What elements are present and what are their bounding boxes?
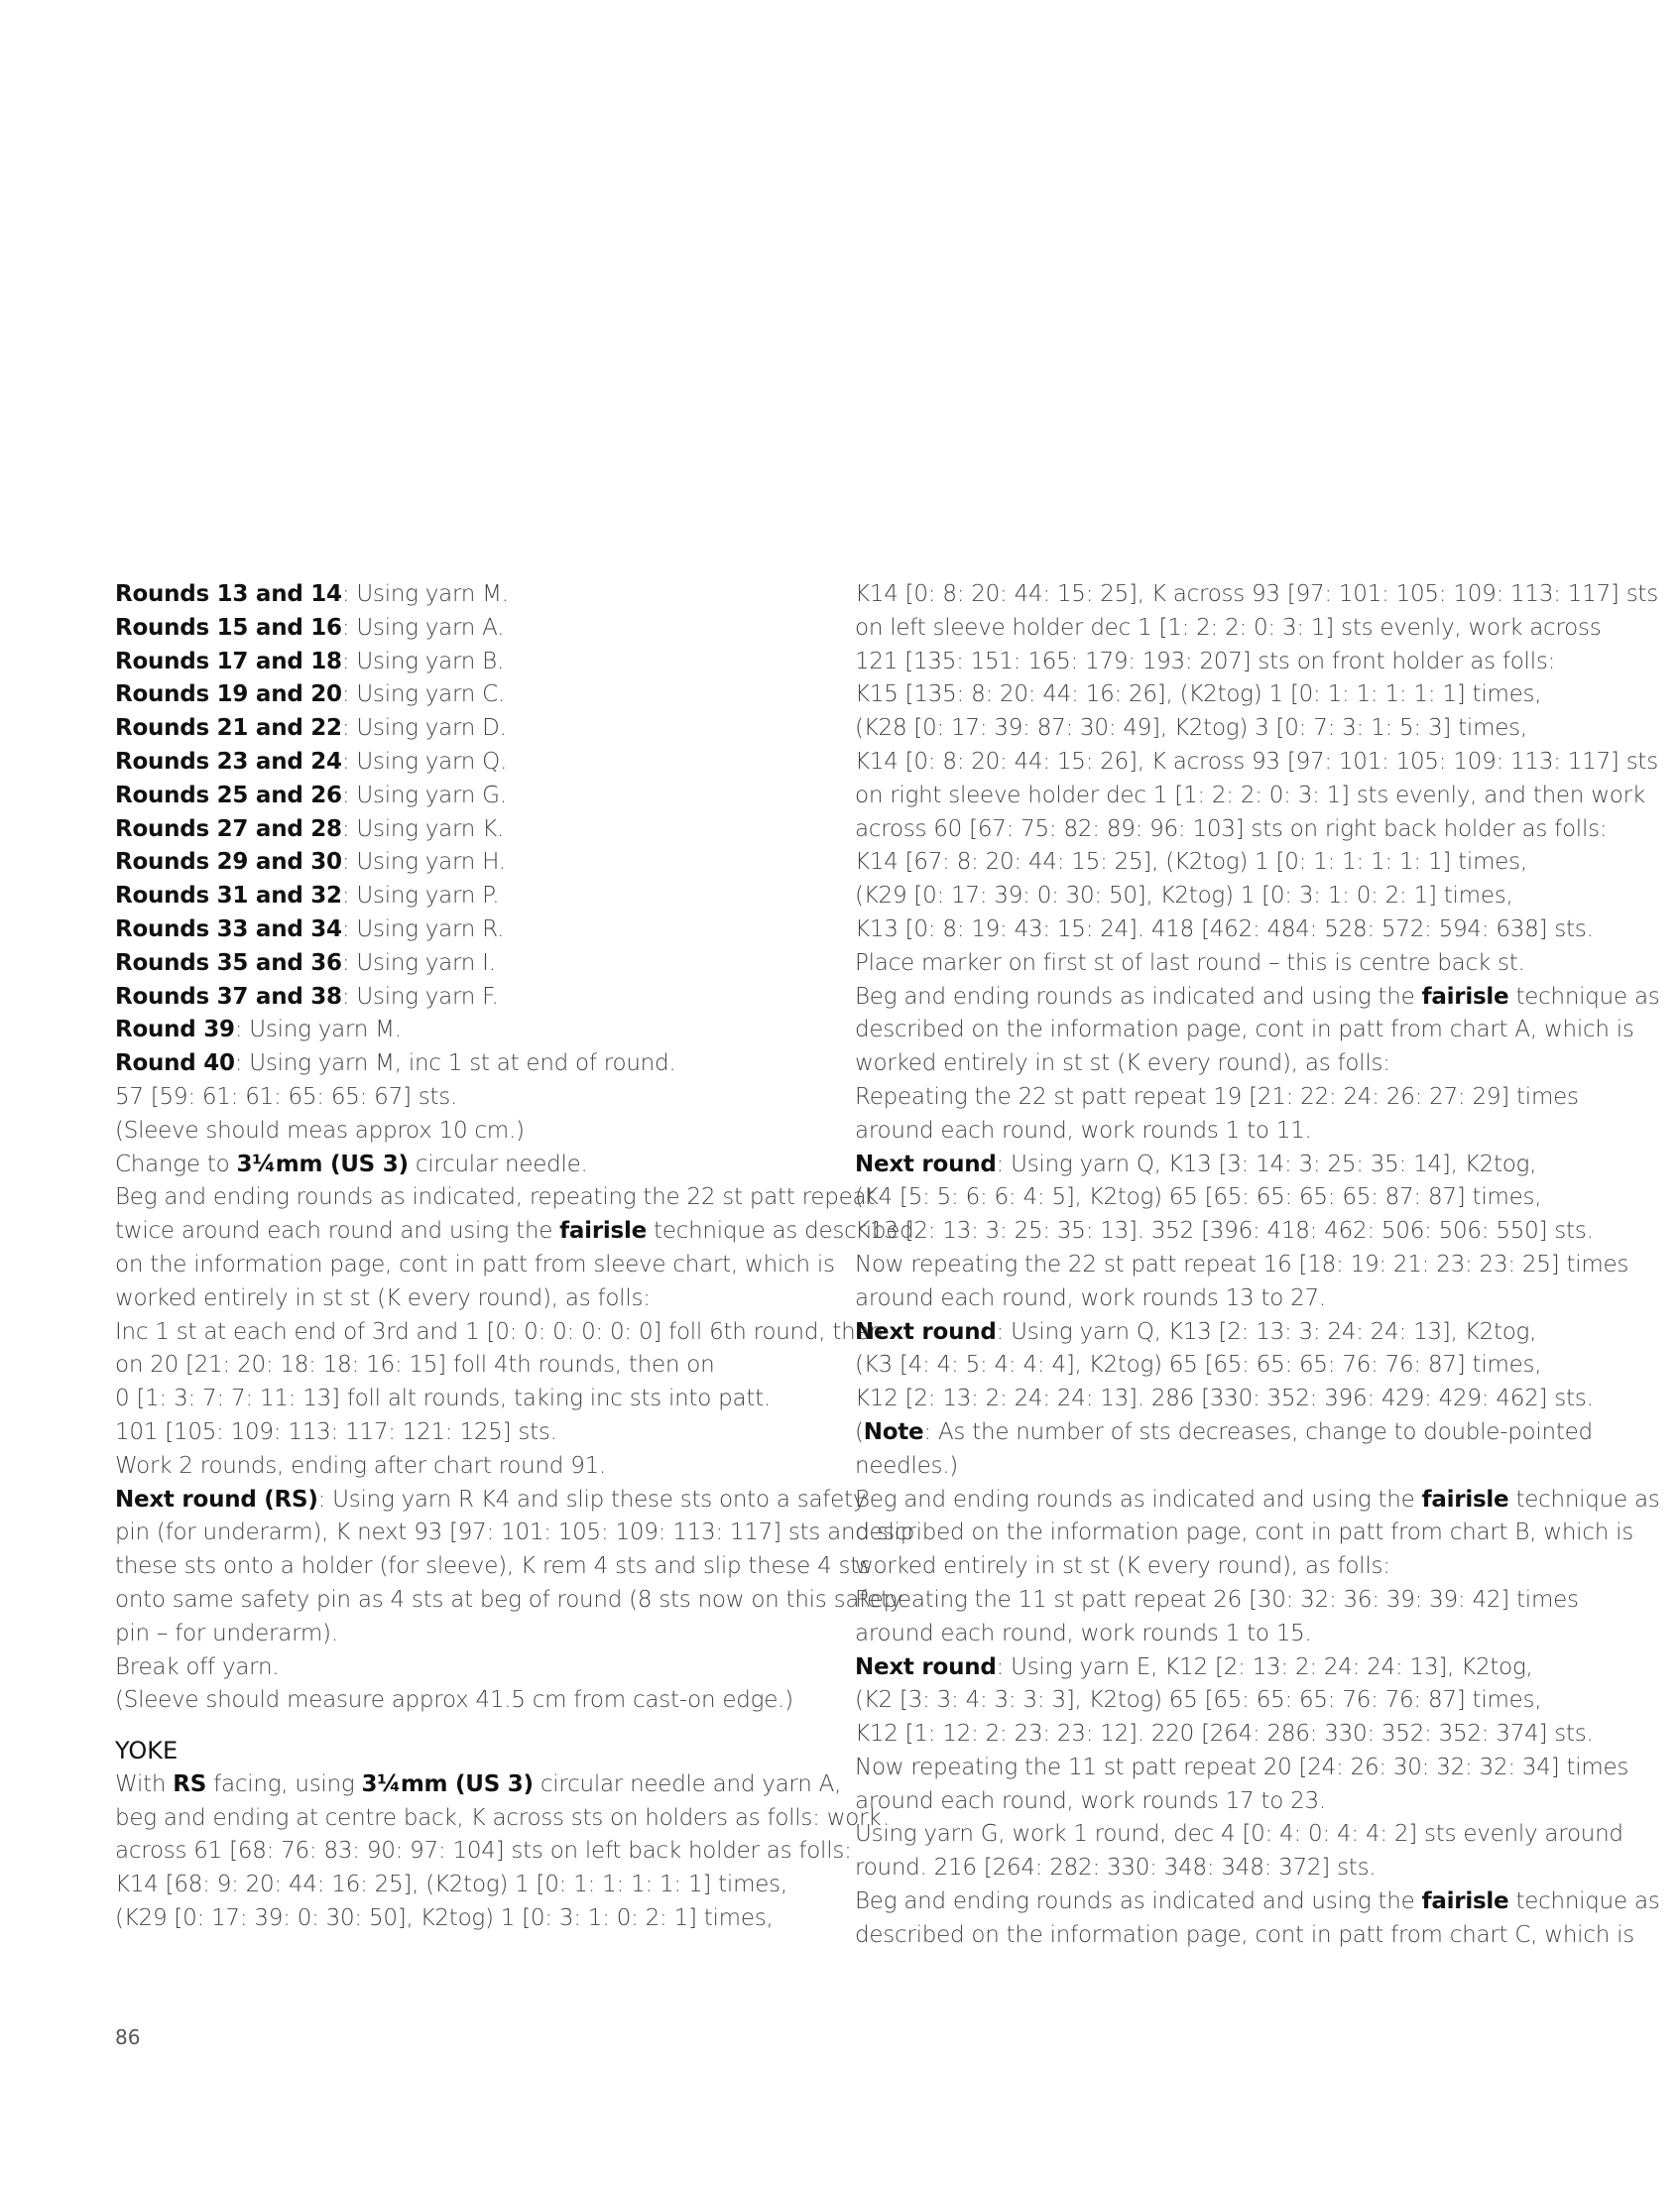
line-text: pin – for underarm). (115, 1620, 338, 1646)
pattern-line (855, 813, 1608, 847)
line-text: K14 [68: 9: 20: 44: 16: 25], (K2tog) 1 [0: 1: 1: 1: 1: 1] times, (115, 1872, 787, 1898)
pattern-line (115, 1081, 819, 1115)
pattern-line (115, 1835, 852, 1869)
line-text: : Using yarn K. (341, 815, 505, 842)
pattern-line (115, 1802, 882, 1836)
pattern-line (855, 1584, 1579, 1618)
bold-term: fairisle (1421, 1486, 1509, 1513)
line-text: technique as (1508, 1888, 1660, 1915)
pattern-line (855, 1047, 1569, 1081)
pattern-line (855, 1349, 1569, 1383)
line-text: K14 [67: 8: 20: 44: 15: 25], (K2tog) 1 [0: 1: 1: 1: 1: 1] times, (855, 849, 1527, 876)
line-text: : Using yarn C. (341, 681, 506, 708)
pattern-line (115, 913, 819, 947)
bold-term: Next round (855, 1318, 997, 1345)
section-heading: YOKE (115, 1737, 179, 1765)
pattern-line (115, 1416, 819, 1450)
pattern-line (855, 1919, 1634, 1953)
bold-term: Rounds 25 and 26 (115, 782, 342, 808)
bold-term: Rounds 15 and 16 (115, 614, 342, 641)
pattern-line (115, 1768, 842, 1802)
pattern-line (115, 846, 819, 880)
line-text: described on the information page, cont in patt from chart A, which is (855, 1017, 1634, 1043)
line-text: (K3 [4: 4: 5: 4: 4: 4], K2tog) 65 [65: 65: 65: 76: 76: 87] times, (855, 1352, 1542, 1379)
pattern-line (115, 612, 819, 646)
line-text: With (115, 1770, 174, 1797)
line-text: across 61 [68: 76: 83: 90: 97: 104] sts on left back holder as folls: (115, 1838, 852, 1865)
line-text: worked entirely in st st (K every round), as folls: (855, 1553, 1390, 1580)
pattern-line (855, 1181, 1569, 1215)
right-column (855, 578, 1660, 1953)
pattern-line (855, 1818, 1623, 1852)
line-text: (K28 [0: 17: 39: 87: 30: 49], K2tog) 3 [0: 7: 3: 1: 5: 3] times, (855, 715, 1527, 742)
line-text: around each round, work rounds 13 to 27. (855, 1284, 1326, 1311)
pattern-line (855, 1885, 1660, 1919)
line-text: Repeating the 22 st patt repeat 19 [21: 22: 24: 26: 27: 29] times (855, 1083, 1579, 1110)
pattern-line (855, 981, 1660, 1015)
pattern-line (115, 1149, 819, 1182)
pattern-line (115, 1450, 819, 1484)
pattern-line (115, 1115, 819, 1149)
line-text: : Using yarn M, inc 1 st at end of round. (234, 1050, 676, 1077)
line-text: Repeating the 11 st patt repeat 26 [30: 32: 36: 39: 39: 42] times (855, 1586, 1579, 1613)
line-text: : Using yarn I. (341, 949, 496, 976)
bold-term: Rounds 31 and 32 (115, 883, 342, 910)
pattern-line (115, 1618, 819, 1651)
line-text: needles.) (855, 1452, 959, 1479)
line-text: : Using yarn M. (341, 581, 509, 607)
line-text: twice around each round and using the (115, 1218, 560, 1245)
line-text: : Using yarn E, K12 [2: 13: 2: 24: 24: 13], K2tog, (996, 1653, 1533, 1680)
pattern-line (855, 880, 1569, 913)
line-text: K14 [0: 8: 20: 44: 15: 25], K across 93 [97: 101: 105: 109: 113: 117] sts (855, 581, 1658, 607)
line-text: : Using yarn P. (341, 883, 500, 910)
pattern-line (115, 1383, 819, 1416)
line-text: : Using yarn M. (234, 1017, 402, 1043)
line-text: on the information page, cont in patt from sleeve chart, which is (115, 1251, 835, 1277)
pattern-line (115, 981, 819, 1015)
pattern-line (115, 1282, 819, 1316)
line-text: Break off yarn. (115, 1653, 280, 1680)
bold-term: Next round (855, 1653, 997, 1680)
pattern-line (115, 1249, 835, 1282)
line-text: (Sleeve should meas approx 10 cm.) (115, 1117, 525, 1144)
pattern-line (115, 1349, 819, 1383)
pattern-line (855, 1618, 1569, 1651)
bold-term: Rounds 13 and 14 (115, 581, 342, 607)
pattern-line (855, 1215, 1594, 1249)
line-text: Now repeating the 22 st patt repeat 16 [18: 19: 21: 23: 23: 25] times (855, 1251, 1629, 1277)
bold-term: Rounds 37 and 38 (115, 983, 342, 1010)
line-text: technique as (1508, 983, 1660, 1010)
pattern-line (115, 1014, 819, 1047)
line-text: worked entirely in st st (K every round), as folls: (115, 1284, 651, 1311)
pattern-line (115, 578, 819, 612)
line-text: : As the number of sts decreases, change to double-pointed (923, 1418, 1593, 1445)
line-text: Inc 1 st at each end of 3rd and 1 [0: 0: 0: 0: 0: 0] foll 6th round, then (115, 1318, 884, 1345)
line-text: ( (855, 1418, 864, 1445)
line-text: onto same safety pin as 4 sts at beg of round (8 sts now on this safety (115, 1586, 903, 1613)
line-text: facing, using (206, 1770, 362, 1797)
line-text: : Using yarn F. (341, 983, 499, 1010)
pattern-line (855, 746, 1658, 780)
bold-term: 3¼mm (US 3) (361, 1770, 534, 1797)
line-text: : Using yarn Q, K13 [2: 13: 3: 24: 24: 13], K2tog, (996, 1318, 1537, 1345)
pattern-line (115, 712, 819, 746)
bold-term: Rounds 33 and 34 (115, 915, 342, 942)
pattern-line (855, 1550, 1569, 1584)
line-text: technique as described (646, 1218, 914, 1245)
pattern-line (855, 612, 1602, 646)
line-text: pin (for underarm), K next 93 [97: 101: 105: 109: 113: 117] sts and slip (115, 1519, 915, 1546)
pattern-line (115, 780, 819, 813)
bold-term: Round 39 (115, 1017, 235, 1043)
bold-term: 3¼mm (US 3) (236, 1151, 409, 1177)
pattern-line (855, 1416, 1593, 1450)
bold-term: Rounds 27 and 28 (115, 815, 342, 842)
pattern-line (855, 1115, 1569, 1149)
pattern-line (855, 1282, 1569, 1316)
pattern-line (855, 1081, 1579, 1115)
pattern-line (855, 1785, 1569, 1819)
pattern-line (855, 1852, 1569, 1885)
line-text: K13 [0: 8: 19: 43: 15: 24]. 418 [462: 484: 528: 572: 594: 638] sts. (855, 915, 1594, 942)
pattern-line (855, 1651, 1569, 1685)
line-text: (K2 [3: 3: 4: 3: 3: 3], K2tog) 65 [65: 65: 65: 76: 76: 87] times, (855, 1687, 1542, 1714)
pattern-line (855, 913, 1594, 947)
line-text: 101 [105: 109: 113: 117: 121: 125] sts. (115, 1418, 557, 1445)
pattern-line (855, 578, 1658, 612)
bold-term: Next round (855, 1151, 997, 1177)
line-text: on right sleeve holder dec 1 [1: 2: 2: 0: 3: 1] sts evenly, and then work (855, 782, 1645, 808)
bold-term: Rounds 21 and 22 (115, 715, 342, 742)
line-text: technique as (1508, 1486, 1660, 1513)
line-text: K13 [2: 13: 3: 25: 35: 13]. 352 [396: 418: 462: 506: 506: 550] sts. (855, 1218, 1594, 1245)
line-text: round. 216 [264: 282: 330: 348: 348: 372] sts. (855, 1855, 1377, 1882)
bold-term: Next round (RS) (115, 1486, 318, 1513)
line-text: : Using yarn A. (341, 614, 505, 641)
pattern-line (115, 813, 819, 847)
pattern-line (115, 1484, 867, 1518)
pattern-line (115, 1651, 819, 1685)
bold-term: Rounds 19 and 20 (115, 681, 342, 708)
pattern-line (115, 1684, 819, 1718)
bold-term: RS (173, 1770, 207, 1797)
bold-term: Rounds 35 and 36 (115, 949, 342, 976)
line-text: circular needle and yarn A, (533, 1770, 842, 1797)
pattern-line (855, 1149, 1569, 1182)
pattern-line (115, 1047, 819, 1081)
pattern-line (115, 746, 819, 780)
line-text: Beg and ending rounds as indicated and using the (855, 1888, 1422, 1915)
bold-term: fairisle (559, 1218, 647, 1245)
line-text: : Using yarn D. (341, 715, 507, 742)
bold-term: Rounds 23 and 24 (115, 748, 342, 775)
line-text: around each round, work rounds 17 to 23. (855, 1787, 1326, 1814)
line-text: described on the information page, cont in patt from chart B, which is (855, 1519, 1633, 1546)
line-text: 121 [135: 151: 165: 179: 193: 207] sts on front holder as folls: (855, 648, 1556, 674)
line-text: beg and ending at centre back, K across sts on holders as folls: work (115, 1804, 882, 1831)
line-text: K15 [135: 8: 20: 44: 16: 26], (K2tog) 1 [0: 1: 1: 1: 1: 1] times, (855, 681, 1542, 708)
bold-term: Round 40 (115, 1050, 235, 1077)
pattern-line (855, 646, 1569, 679)
line-text: Beg and ending rounds as indicated, repeating the 22 st patt repeat (115, 1184, 876, 1211)
bold-term: fairisle (1421, 1888, 1509, 1915)
line-text: 0 [1: 3: 7: 7: 11: 13] foll alt rounds, taking inc sts into patt. (115, 1386, 771, 1412)
pattern-line (855, 780, 1645, 813)
pattern-line (115, 1316, 884, 1350)
line-text: Work 2 rounds, ending after chart round 91. (115, 1452, 607, 1479)
line-text: : Using yarn Q, K13 [3: 14: 3: 25: 35: 14], K2tog, (996, 1151, 1537, 1177)
line-text: K14 [0: 8: 20: 44: 15: 26], K across 93 [97: 101: 105: 109: 113: 117] sts (855, 748, 1658, 775)
pattern-line (855, 1383, 1594, 1416)
line-text: on 20 [21: 20: 18: 18: 16: 15] foll 4th rounds, then on (115, 1352, 715, 1379)
pattern-line (855, 1014, 1634, 1047)
line-text: : Using yarn B. (341, 648, 505, 674)
bold-term: Rounds 17 and 18 (115, 648, 342, 674)
pattern-line (855, 1517, 1633, 1550)
line-text: Using yarn G, work 1 round, dec 4 [0: 4: 0: 4: 4: 2] sts evenly around (855, 1821, 1623, 1848)
pattern-line (855, 1752, 1629, 1785)
line-text: around each round, work rounds 1 to 15. (855, 1620, 1312, 1646)
line-text: described on the information page, cont in patt from chart C, which is (855, 1921, 1634, 1948)
line-text: Beg and ending rounds as indicated and using the (855, 1486, 1422, 1513)
pattern-line (855, 1718, 1594, 1752)
line-text: Place marker on first st of last round – this is centre back st. (855, 949, 1525, 976)
pattern-line (115, 880, 819, 913)
pattern-line (855, 712, 1569, 746)
line-text: these sts onto a holder (for sleeve), K rem 4 sts and slip these 4 sts (115, 1553, 871, 1580)
line-text: (K29 [0: 17: 39: 0: 30: 50], K2tog) 1 [0: 3: 1: 0: 2: 1] times, (855, 883, 1513, 910)
line-text: K12 [2: 13: 2: 24: 24: 13]. 286 [330: 352: 396: 429: 429: 462] sts. (855, 1386, 1594, 1412)
pattern-line (115, 678, 819, 712)
line-text: around each round, work rounds 1 to 11. (855, 1117, 1312, 1144)
line-text: worked entirely in st st (K every round), as folls: (855, 1050, 1390, 1077)
pattern-line (855, 1684, 1569, 1718)
pattern-line (115, 1215, 914, 1249)
line-text: : Using yarn R K4 and slip these sts onto a safety (317, 1486, 867, 1513)
line-text: Beg and ending rounds as indicated and using the (855, 983, 1422, 1010)
line-text: on left sleeve holder dec 1 [1: 2: 2: 0: 3: 1] sts evenly, work across (855, 614, 1602, 641)
pattern-line (855, 846, 1569, 880)
pattern-line (855, 1450, 1569, 1484)
line-text: : Using yarn R. (341, 915, 505, 942)
line-text: (K4 [5: 5: 6: 6: 4: 5], K2tog) 65 [65: 65: 65: 65: 87: 87] times, (855, 1184, 1542, 1211)
bold-term: fairisle (1421, 983, 1509, 1010)
line-text: Change to (115, 1151, 237, 1177)
pattern-line (115, 1902, 819, 1936)
pattern-line (115, 646, 819, 679)
bold-term: Note (863, 1418, 924, 1445)
pattern-line (115, 1584, 903, 1618)
line-text: (Sleeve should measure approx 41.5 cm from cast-on edge.) (115, 1687, 793, 1714)
line-text: : Using yarn H. (341, 849, 506, 876)
line-text: Now repeating the 11 st patt repeat 20 [24: 26: 30: 32: 32: 34] times (855, 1754, 1629, 1780)
pattern-line (855, 678, 1569, 712)
pattern-line (855, 1249, 1629, 1282)
bold-term: Rounds 29 and 30 (115, 849, 342, 876)
page-number: 86 (115, 2025, 141, 2049)
pattern-line (855, 947, 1569, 981)
pattern-line (115, 1181, 876, 1215)
line-text: : Using yarn Q. (341, 748, 508, 775)
line-text: : Using yarn G. (341, 782, 507, 808)
pattern-line (115, 1550, 871, 1584)
line-text: K12 [1: 12: 2: 23: 23: 12]. 220 [264: 286: 330: 352: 352: 374] sts. (855, 1721, 1594, 1748)
line-text: across 60 [67: 75: 82: 89: 96: 103] sts on right back holder as folls: (855, 815, 1608, 842)
line-text: circular needle. (408, 1151, 588, 1177)
pattern-line (855, 1316, 1569, 1350)
pattern-line (855, 1484, 1660, 1518)
pattern-line (115, 947, 819, 981)
line-text: (K29 [0: 17: 39: 0: 30: 50], K2tog) 1 [0: 3: 1: 0: 2: 1] times, (115, 1905, 774, 1932)
pattern-line (115, 1517, 915, 1550)
pattern-line (115, 1869, 819, 1902)
line-text: 57 [59: 61: 61: 65: 65: 67] sts. (115, 1083, 458, 1110)
